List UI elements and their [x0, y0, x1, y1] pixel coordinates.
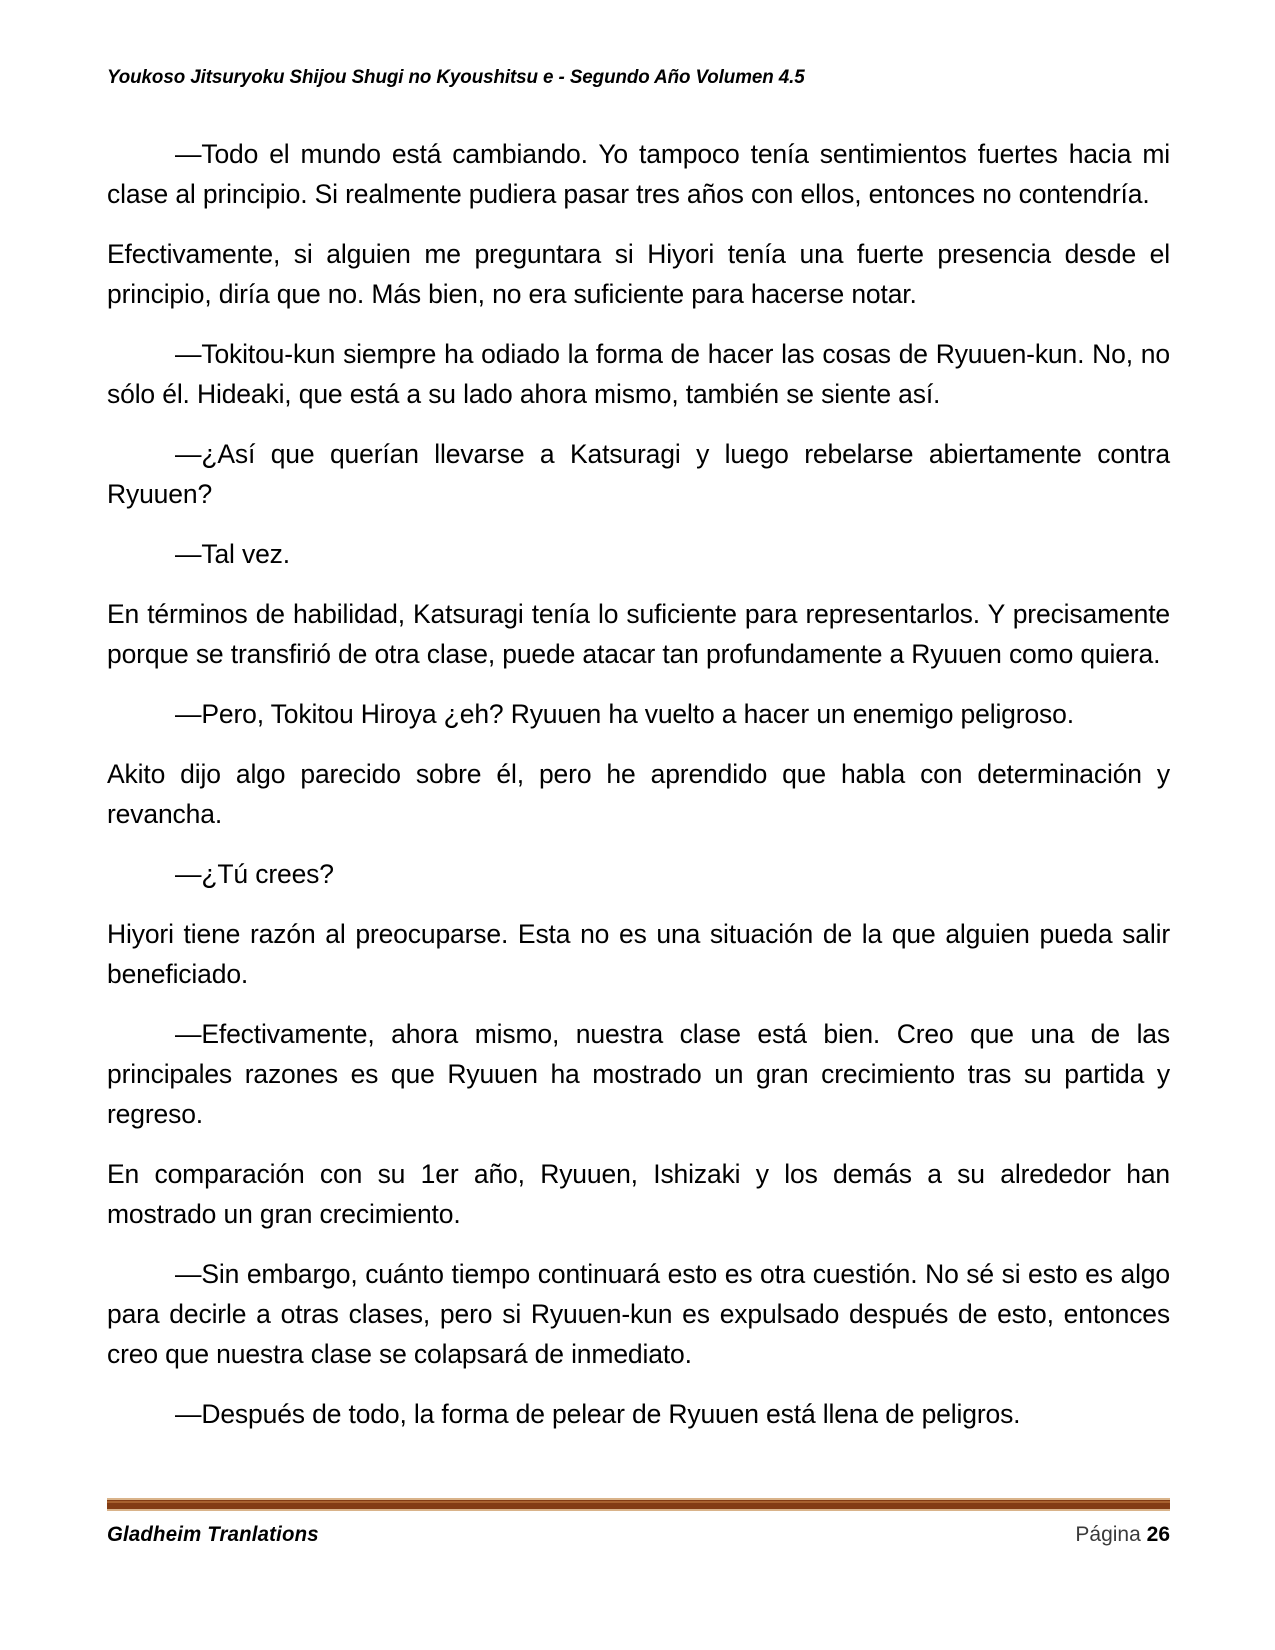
body-paragraph: —¿Así que querían llevarse a Katsuragi y luego rebelarse abiertamente contra Ryuuen?	[107, 439, 1170, 509]
footer-divider	[107, 1498, 1170, 1511]
body-paragraph: —Después de todo, la forma de pelear de Ryuuen está llena de peligros.	[175, 1399, 1021, 1429]
body-paragraph: Akito dijo algo parecido sobre él, pero he aprendido que habla con determinación y revancha.	[107, 759, 1170, 829]
page-number-value: 26	[1146, 1523, 1170, 1546]
body-paragraph: Efectivamente, si alguien me preguntara si Hiyori tenía una fuerte presencia desde el principio, diría que no. Más bien, no era suficiente para hacerse notar.	[107, 239, 1170, 309]
page-header	[107, 66, 1169, 89]
translation-group-credit: Gladheim Tranlations	[107, 1523, 319, 1546]
page-footer	[107, 1498, 1170, 1547]
footer-row	[107, 1523, 1170, 1547]
body-paragraph: —¿Tú crees?	[175, 859, 334, 889]
body-paragraph: —Pero, Tokitou Hiroya ¿eh? Ryuuen ha vuelto a hacer un enemigo peligroso.	[175, 699, 1074, 729]
page-number-block	[1075, 1523, 1170, 1547]
body-paragraph: Hiyori tiene razón al preocuparse. Esta no es una situación de la que alguien pueda salir beneficiado.	[107, 919, 1170, 989]
body-paragraph: En términos de habilidad, Katsuragi tenía lo suficiente para representarlos. Y precisamente porque se transfirió de otra clase, puede atacar tan profundamente a Ryuuen como quiera.	[107, 599, 1170, 669]
body-paragraph: En comparación con su 1er año, Ryuuen, Ishizaki y los demás a su alrededor han mostrado un gran crecimiento.	[107, 1159, 1170, 1229]
body-paragraph: —Tal vez.	[175, 539, 290, 569]
body-paragraph: —Todo el mundo está cambiando. Yo tampoco tenía sentimientos fuertes hacia mi clase al principio. Si realmente pudiera pasar tres años con ellos, entonces no contendría.	[107, 139, 1170, 209]
body-paragraph: —Sin embargo, cuánto tiempo continuará esto es otra cuestión. No sé si esto es algo para decirle a otras clases, pero si Ryuuen-kun es expulsado después de esto, entonces creo que nuestra clase se colapsará de inmediato.	[107, 1259, 1170, 1369]
header-title: Youkoso Jitsuryoku Shijou Shugi no Kyoushitsu e - Segundo Año Volumen 4.5	[107, 66, 805, 88]
body-paragraph: —Efectivamente, ahora mismo, nuestra clase está bien. Creo que una de las principales razones es que Ryuuen ha mostrado un gran crecimiento tras su partida y regreso.	[107, 1019, 1170, 1129]
body-paragraph: —Tokitou-kun siempre ha odiado la forma de hacer las cosas de Ryuuen-kun. No, no sólo él. Hideaki, que está a su lado ahora mismo, también se siente así.	[107, 339, 1170, 409]
document-body	[107, 134, 1170, 1434]
page-number-label: Página	[1075, 1523, 1141, 1546]
